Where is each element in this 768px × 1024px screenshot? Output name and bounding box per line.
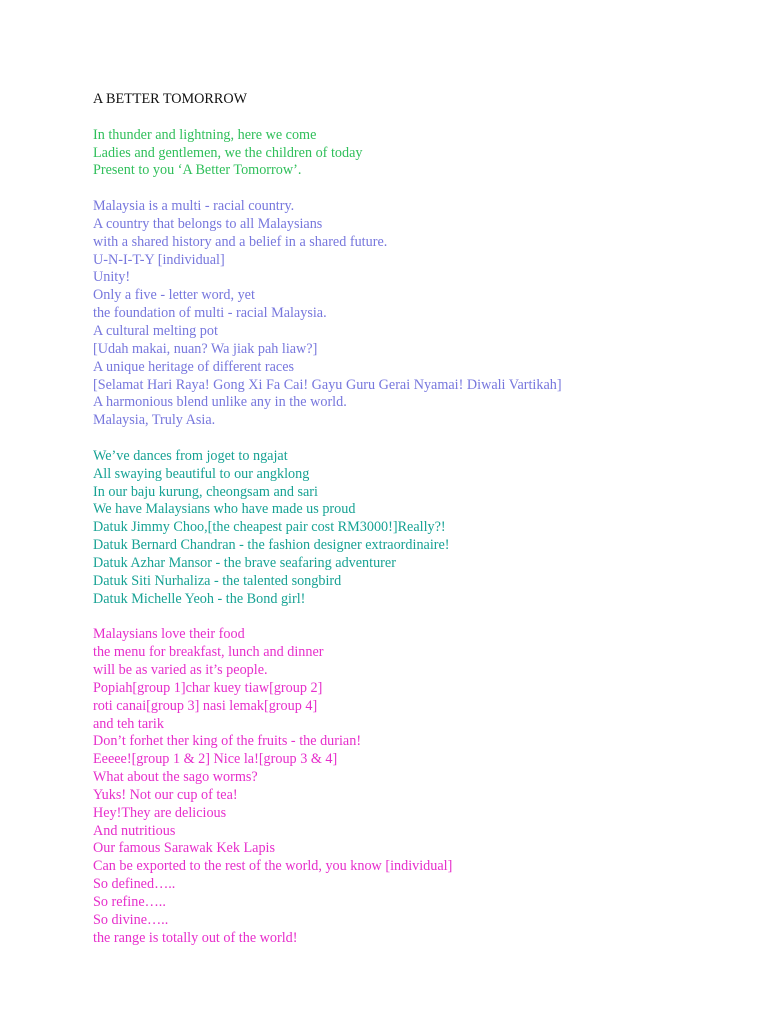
spacer xyxy=(93,430,743,448)
poem-line: A harmonious blend unlike any in the world. xyxy=(93,394,347,411)
poem-line: Our famous Sarawak Kek Lapis xyxy=(93,840,276,857)
document-title: A BETTER TOMORROW xyxy=(93,91,247,107)
poem-line: with a shared history and a belief in a shared future. xyxy=(93,233,388,250)
poem-line: and teh tarik xyxy=(93,715,164,732)
poem-line: So refine….. xyxy=(93,893,166,910)
spacer xyxy=(93,180,743,198)
poem-line: Don’t forhet ther king of the fruits - the durian! xyxy=(93,733,362,750)
poem-line: the range is totally out of the world! xyxy=(93,929,298,946)
poem-line: A country that belongs to all Malaysians xyxy=(93,215,323,232)
poem-line: A unique heritage of different races xyxy=(93,358,295,375)
poem-line: [Udah makai, nuan? Wa jiak pah liaw?] xyxy=(93,340,318,357)
spacer xyxy=(93,608,743,626)
poem-line: Eeeee![group 1 & 2] Nice la![group 3 & 4] xyxy=(93,751,338,768)
poem-line: Hey!They are delicious xyxy=(93,804,227,821)
poem-line: Datuk Azhar Mansor - the brave seafaring adventurer xyxy=(93,554,396,571)
stanza-1 xyxy=(93,127,743,181)
poem-line: Yuks! Not our cup of tea! xyxy=(93,786,238,803)
poem-line: All swaying beautiful to our angklong xyxy=(93,465,310,482)
poem-line: Ladies and gentlemen, we the children of today xyxy=(93,144,363,161)
poem-line: will be as varied as it’s people. xyxy=(93,662,268,678)
poem-line: the foundation of multi - racial Malaysia. xyxy=(93,305,327,322)
document-page xyxy=(93,91,743,948)
poem-line: What about the sago worms? xyxy=(93,769,258,786)
poem-line: In our baju kurung, cheongsam and sari xyxy=(93,483,318,500)
poem-line: We have Malaysians who have made us proud xyxy=(93,501,356,518)
poem-line: Malaysia, Truly Asia. xyxy=(93,412,216,429)
poem-line: Malaysians love their food xyxy=(93,626,245,643)
poem-line: Present to you ‘A Better Tomorrow’. xyxy=(93,162,302,179)
poem-line: Datuk Michelle Yeoh - the Bond girl! xyxy=(93,590,306,607)
poem-line: the menu for breakfast, lunch and dinner xyxy=(93,644,324,661)
poem-line: And nutritious xyxy=(93,822,176,839)
poem-line: [Selamat Hari Raya! Gong Xi Fa Cai! Gayu Guru Gerai Nyamai! Diwali Vartikah] xyxy=(93,376,562,393)
poem-line: We’ve dances from joget to ngajat xyxy=(93,447,288,464)
stanza-4 xyxy=(93,626,743,947)
poem-line: Only a five - letter word, yet xyxy=(93,287,255,304)
poem-line: Datuk Bernard Chandran - the fashion designer extraordinaire! xyxy=(93,537,450,554)
poem-line: So divine….. xyxy=(93,911,169,928)
poem-line: Can be exported to the rest of the world, you know [individual] xyxy=(93,858,453,875)
poem-line: Unity! xyxy=(93,269,131,286)
poem-line: Datuk Jimmy Choo,[the cheapest pair cost RM3000!]Really?! xyxy=(93,519,446,536)
poem-line: A cultural melting pot xyxy=(93,322,218,339)
poem-body xyxy=(93,127,743,948)
poem-line: So defined….. xyxy=(93,876,176,893)
poem-line: Malaysia is a multi - racial country. xyxy=(93,198,295,215)
poem-line: Datuk Siti Nurhaliza - the talented songbird xyxy=(93,572,342,589)
poem-line: Popiah[group 1]char kuey tiaw[group 2] xyxy=(93,679,323,696)
stanza-2 xyxy=(93,198,743,430)
poem-line: U-N-I-T-Y [individual] xyxy=(93,251,225,268)
poem-line: roti canai[group 3] nasi lemak[group 4] xyxy=(93,697,318,714)
spacer xyxy=(93,109,743,127)
poem-line: In thunder and lightning, here we come xyxy=(93,126,317,143)
stanza-3 xyxy=(93,448,743,609)
